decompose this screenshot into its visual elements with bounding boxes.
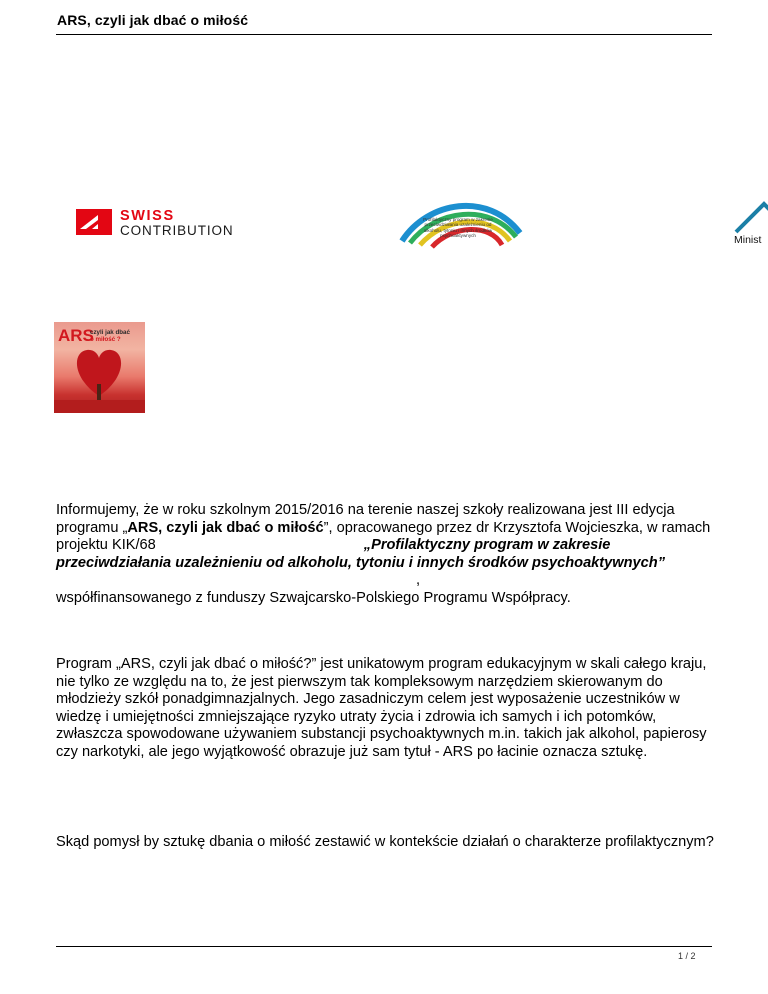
cover-subtitle	[90, 329, 130, 343]
intro-text-part1: Informujemy, że w roku szkolnym 2015/2016 na terenie naszej szkoły realizowana jest III edycja programu „	[56, 502, 675, 536]
ministry-logo	[734, 198, 768, 248]
page-header-title: ARS, czyli jak dbać o miłość	[57, 12, 249, 28]
ministry-emblem-icon	[734, 198, 768, 234]
ministry-logo-text: Minist	[734, 234, 762, 246]
cover-subtitle-line2: o miłość ?	[90, 336, 121, 343]
page-number: 1 / 2	[678, 951, 696, 961]
swiss-logo-line2: CONTRIBUTION	[120, 223, 234, 238]
project-title: „Profilaktyczny program w zakresie przeciwdziałania uzależnieniu od alkoholu, tytoniu i innych środków psychoaktywnych”	[56, 537, 665, 571]
program-logo-text: Profilaktyczny program w zakresie przeciwdziałania uzależnieniu od alkoholu, tytoniu i innych środków psychoaktywnych	[423, 217, 493, 238]
swiss-contribution-logo	[76, 208, 256, 238]
swiss-flag-icon	[76, 209, 112, 235]
swiss-logo-line1: SWISS	[120, 208, 175, 224]
intro-text-part3: współfinansowanego z funduszy Szwajcarsko-Polskiego Programu Współpracy.	[56, 589, 571, 606]
header-divider	[56, 34, 712, 35]
program-logo	[398, 193, 524, 255]
ars-book-cover	[54, 322, 145, 413]
intro-paragraph	[56, 502, 716, 608]
question-paragraph: Skąd pomysł by sztukę dbania o miłość zestawić w kontekście działań o charakterze profilaktycznym?	[56, 834, 714, 850]
intro-text-part2: ”, opracowanego przez dr Krzysztofa Wojcieszka, w ramach projektu KIK/68	[56, 519, 711, 554]
cover-title: ARS	[58, 326, 94, 345]
program-description-paragraph: Program „ARS, czyli jak dbać o miłość?” jest unikatowym program edukacyjnym w skali całego kraju, nie tylko ze względu na to, że jest pierwszym tak kompleksowym narzędziem skierowanym do młodzieży szkół ponadgimnazjalnych. Jego zasadniczym celem jest wyposażenie uczestników w wiedzę i umiejętności zmniejszające ryzyko utraty życia i zdrowia ich samych i ich potomków, zwłaszcza spowodowane używaniem substancji psychoaktywnych m.in. takich jak alkohol, papierosy czy narkotyki, ale jego wyjątkowość obrazuje już sam tytuł - ARS po łacinie oznacza sztukę.	[56, 656, 707, 760]
cover-subtitle-line1: czyli jak dbać	[90, 329, 130, 336]
footer-divider	[56, 946, 712, 947]
intro-comma: ,	[416, 572, 421, 589]
program-name: ARS, czyli jak dbać o miłość	[127, 519, 324, 536]
